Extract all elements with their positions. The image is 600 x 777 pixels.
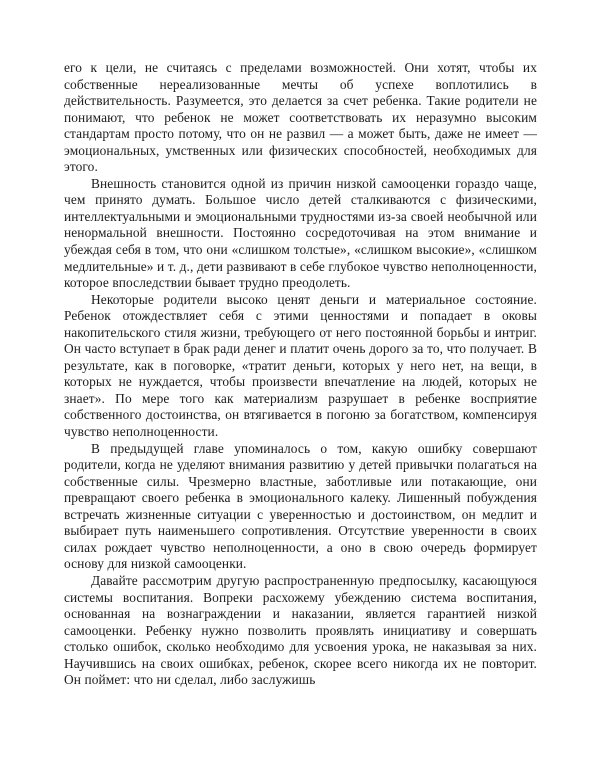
paragraph: Внешность становится одной из причин низкой самооценки гораздо чаще, чем принято думать. Большое число детей сталкиваются с физическими, интеллектуальными и эмоциональными трудностями из-за своей необычной или ненормальной внешности. Постоянно сосредоточивая на этом внимание и убеждая себя в том, что они «слишком толстые», «слишком высокие», «слишком медлительные» и т. д., дети развивают в себе глубокое чувство неполноценности, которое впоследствии бывает трудно преодолеть. bbox=[64, 175, 538, 291]
paragraph: Некоторые родители высоко ценят деньги и материальное состояние. Ребенок отождествляет себя с этими ценностями и попадает в оковы накопительского стиля жизни, требующего от него постоянной борьбы и интриг. Он часто вступает в брак ради денег и платит очень дорого за то, что получает. В результате, как в поговорке, «тратит деньги, которых у него нет, на вещи, в которых не нуждается, чтобы произвести впечатление на людей, которых не знает». По мере того как материализм разрушает в ребенке восприятие собственного достоинства, он втягивается в погоню за богатством, компенсируя чувство неполноценности. bbox=[64, 291, 537, 440]
body-text bbox=[64, 60, 537, 689]
paragraph: Давайте рассмотрим другую распространенную предпосылку, касающуюся системы воспитания. Вопреки расхожему убеждению система воспитания, основанная на вознаграждении и наказании, является гарантией низкой самооценки. Ребенку нужно позволить проявлять инициативу и совершать столько ошибок, сколько необходимо для усвоения урока, не наказывая за них. Научившись на своих ошибках, ребенок, скорее всего никогда их не повторит. Он поймет: что ни сделал, либо заслужишь bbox=[64, 572, 537, 688]
paragraph: В предыдущей главе упоминалось о том, какую ошибку совершают родители, когда не уделяют внимания развитию у детей привычки полагаться на собственные силы. Чрезмерно властные, заботливые или потакающие, они превращают своего ребенка в эмоционального калеку. Лишенный побуждения встречать жизненные ситуации с уверенностью и достоинством, он медлит и выбирает путь наименьшего сопротивления. Отсутствие уверенности в своих силах рождает чувство неполноценности, а оно в свою очередь формирует основу для низкой самооценки. bbox=[64, 440, 537, 572]
paragraph: его к цели, не считаясь с пределами возможностей. Они хотят, чтобы их собственные нереализованные мечты об успехе воплотились в действительность. Разумеется, это делается за счет ребенка. Такие родители не понимают, что ребенок не может соответствовать их неразумно высоким стандартам просто потому, что он не развил — а может быть, даже не имеет — эмоциональных, умственных или физических способностей, необходимых для этого. bbox=[64, 60, 537, 175]
